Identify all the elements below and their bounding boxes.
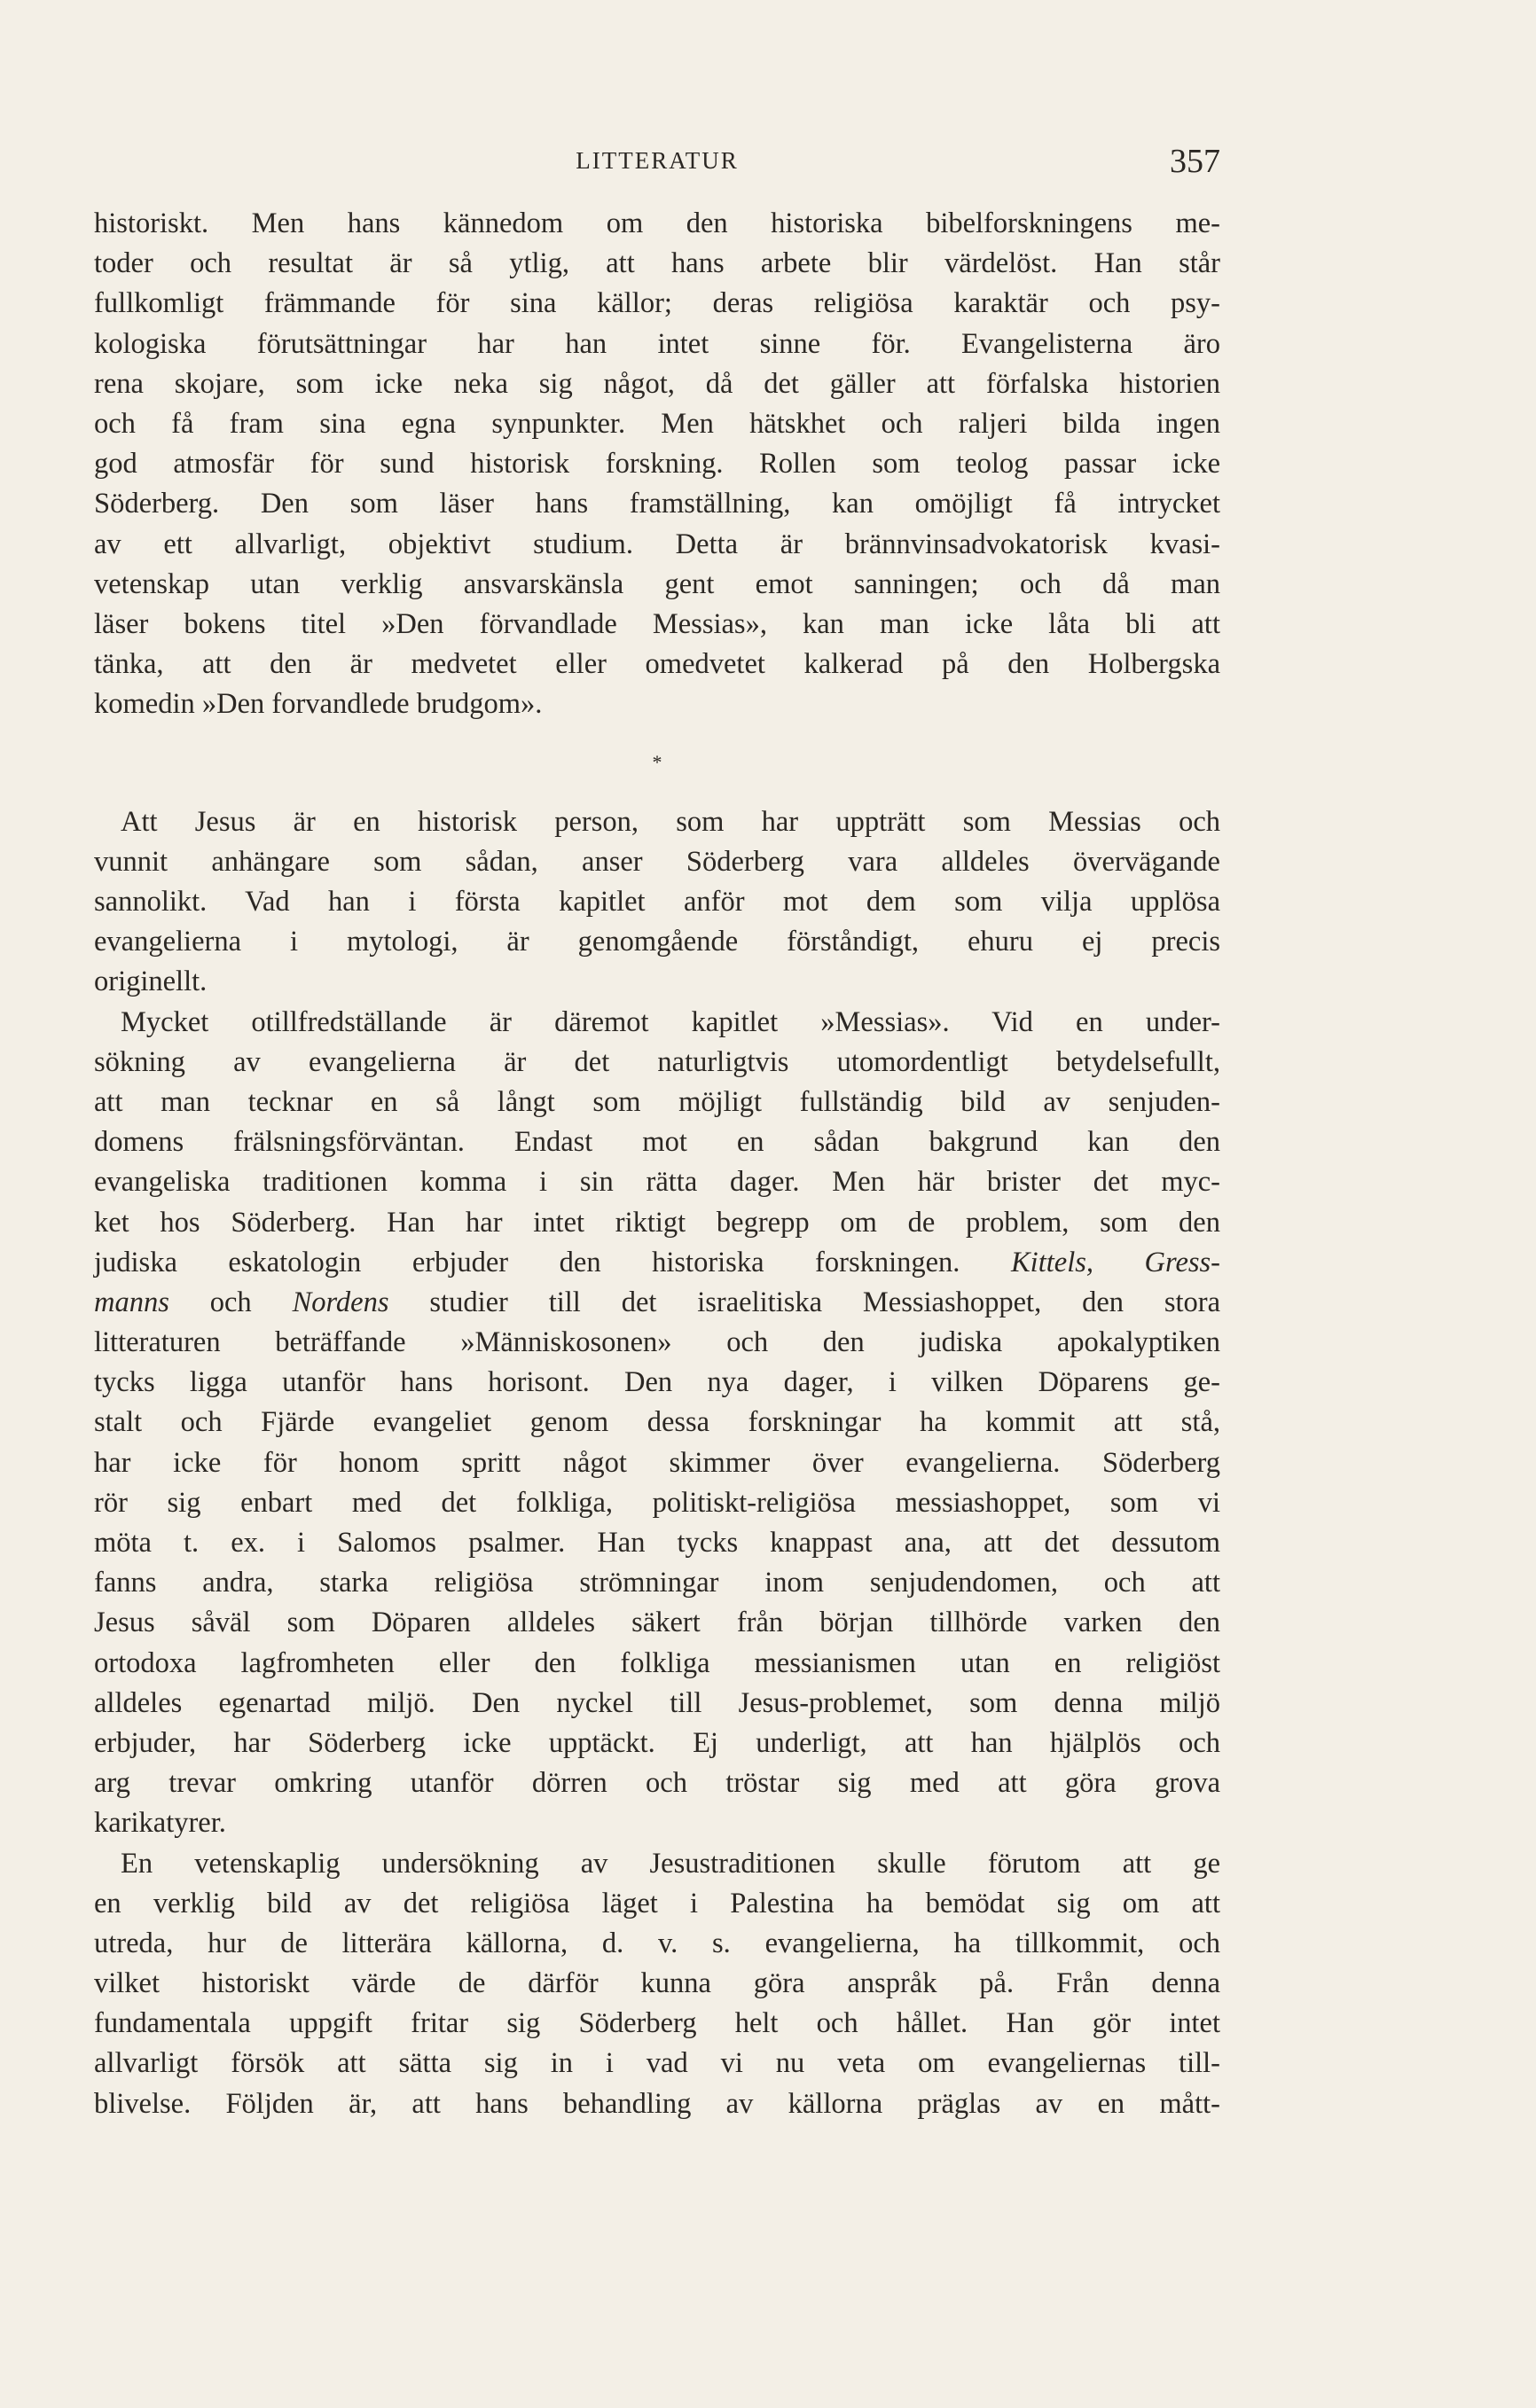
text-line: historiskt. Men hans kännedom om den historiska bibelforskningens me- bbox=[94, 207, 1220, 239]
text-line: stalt och Fjärde evangeliet genom dessa forskningar ha kommit att stå, bbox=[94, 1406, 1220, 1439]
text-line: har icke för honom spritt något skimmer över evangelierna. Söderberg bbox=[94, 1446, 1220, 1479]
text-line: originellt. bbox=[94, 966, 208, 998]
text-line: arg trevar omkring utanför dörren och tröstar sig med att göra grova bbox=[94, 1767, 1220, 1800]
text-line: ket hos Söderberg. Han har intet riktigt begrepp om de problem, som den bbox=[94, 1206, 1220, 1239]
text-line: Att Jesus är en historisk person, som har uppträtt som Messias och bbox=[121, 805, 1220, 838]
paragraph-3 bbox=[94, 1003, 1220, 1844]
text-line: av ett allvarligt, objektivt studium. Detta är brännvinsadvokatorisk kvasi- bbox=[94, 528, 1220, 560]
paragraph-2 bbox=[94, 802, 1220, 1003]
paragraph-1 bbox=[94, 204, 1220, 724]
section-divider-asterisk: * bbox=[652, 751, 662, 774]
text-line: tycks ligga utanför hans horisont. Den nya dager, i vilken Döparens ge- bbox=[94, 1366, 1220, 1399]
text-line: En vetenskaplig undersökning av Jesustraditionen skulle förutom att ge bbox=[121, 1847, 1220, 1880]
text-line: tänka, att den är medvetet eller omedvetet kalkerad på den Holbergska bbox=[94, 648, 1220, 681]
text-line: vunnit anhängare som sådan, anser Söderberg vara alldeles övervägande bbox=[94, 845, 1220, 878]
italic-names: Kittels, Gress- bbox=[1011, 1246, 1220, 1278]
page-header bbox=[94, 143, 1220, 192]
text-line: Söderberg. Den som läser hans framställning, kan omöjligt få intrycket bbox=[94, 488, 1220, 520]
text-line: sannolikt. Vad han i första kapitlet anför mot dem som vilja upplösa bbox=[94, 886, 1220, 918]
text-line: Mycket otillfredställande är däremot kapitlet »Messias». Vid en under- bbox=[121, 1005, 1220, 1038]
paragraph-4 bbox=[94, 1844, 1220, 2124]
text-line: fanns andra, starka religiösa strömningar inom senjudendomen, och att bbox=[94, 1567, 1220, 1599]
text-line: rör sig enbart med det folkliga, politiskt-religiösa messiashoppet, som vi bbox=[94, 1486, 1220, 1519]
text-line: läser bokens titel »Den förvandlade Messias», kan man icke låta bli att bbox=[94, 607, 1220, 640]
text-line: kologiska förutsättningar har han intet sinne för. Evangelisterna äro bbox=[94, 327, 1220, 360]
text-line: vetenskap utan verklig ansvarskänsla gent emot sanningen; och då man bbox=[94, 567, 1220, 600]
text-segment: judiska eskatologin erbjuder den historiska forskningen. bbox=[94, 1246, 960, 1278]
text-line: evangeliska traditionen komma i sin rätta dager. Men här brister det myc- bbox=[94, 1166, 1220, 1199]
text-line: möta t. ex. i Salomos psalmer. Han tycks knappast ana, att det dessutom bbox=[94, 1527, 1220, 1559]
text-line: toder och resultat är så ytlig, att hans arbete blir värdelöst. Han står bbox=[94, 247, 1220, 280]
text-line: ortodoxa lagfromheten eller den folkliga messianismen utan en religiöst bbox=[94, 1646, 1220, 1679]
text-line: utreda, hur de litterära källorna, d. v. s. evangelierna, ha tillkommit, och bbox=[94, 1927, 1220, 1959]
text-line: att man tecknar en så långt som möjligt fullständig bild av senjuden- bbox=[94, 1085, 1220, 1118]
text-line: domens frälsningsförväntan. Endast mot en sådan bakgrund kan den bbox=[94, 1126, 1220, 1159]
text-line: litteraturen beträffande »Människosonen» och den judiska apokalyptiken bbox=[94, 1326, 1220, 1359]
text-line: sökning av evangelierna är det naturligtvis utomordentligt betydelsefullt, bbox=[94, 1045, 1220, 1078]
text-line bbox=[94, 1243, 1220, 1283]
text-line: rena skojare, som icke neka sig något, då det gäller att förfalska historien bbox=[94, 367, 1220, 400]
text-line: Jesus såväl som Döparen alldeles säkert från början tillhörde varken den bbox=[94, 1607, 1220, 1639]
text-line: en verklig bild av det religiösa läget i Palestina ha bemödat sig om att bbox=[94, 1887, 1220, 1919]
page-number: 357 bbox=[1170, 143, 1220, 180]
text-line bbox=[94, 1283, 1220, 1323]
italic-names: Nordens bbox=[292, 1286, 389, 1318]
text-line: allvarligt försök att sätta sig in i vad vi nu veta om evangeliernas till- bbox=[94, 2047, 1220, 2080]
text-line: alldeles egenartad miljö. Den nyckel till Jesus-problemet, som denna miljö bbox=[94, 1686, 1220, 1719]
text-segment: studier till det israelitiska Messiashoppet, den stora bbox=[429, 1286, 1221, 1318]
text-line: erbjuder, har Söderberg icke upptäckt. Ej underligt, att han hjälplös och bbox=[94, 1726, 1220, 1759]
running-head: LITTERATUR bbox=[576, 147, 739, 174]
italic-names: manns bbox=[94, 1286, 169, 1318]
text-line: fundamentala uppgift fritar sig Söderberg helt och hållet. Han gör intet bbox=[94, 2007, 1220, 2040]
page-body bbox=[94, 204, 1220, 2124]
text-line: vilket historiskt värde de därför kunna göra anspråk på. Från denna bbox=[94, 1967, 1220, 2000]
text-segment: och bbox=[209, 1286, 252, 1318]
text-line: komedin »Den forvandlede brudgom». bbox=[94, 688, 543, 721]
text-line: fullkomligt främmande för sina källor; deras religiösa karaktär och psy- bbox=[94, 287, 1220, 320]
text-line: evangelierna i mytologi, är genomgående förståndigt, ehuru ej precis bbox=[94, 926, 1220, 958]
text-line: och få fram sina egna synpunkter. Men hätskhet och raljeri bilda ingen bbox=[94, 407, 1220, 440]
text-line: god atmosfär för sund historisk forskning. Rollen som teolog passar icke bbox=[94, 448, 1220, 481]
text-line: karikatyrer. bbox=[94, 1807, 226, 1840]
text-line: blivelse. Följden är, att hans behandling av källorna präglas av en mått- bbox=[94, 2087, 1220, 2120]
